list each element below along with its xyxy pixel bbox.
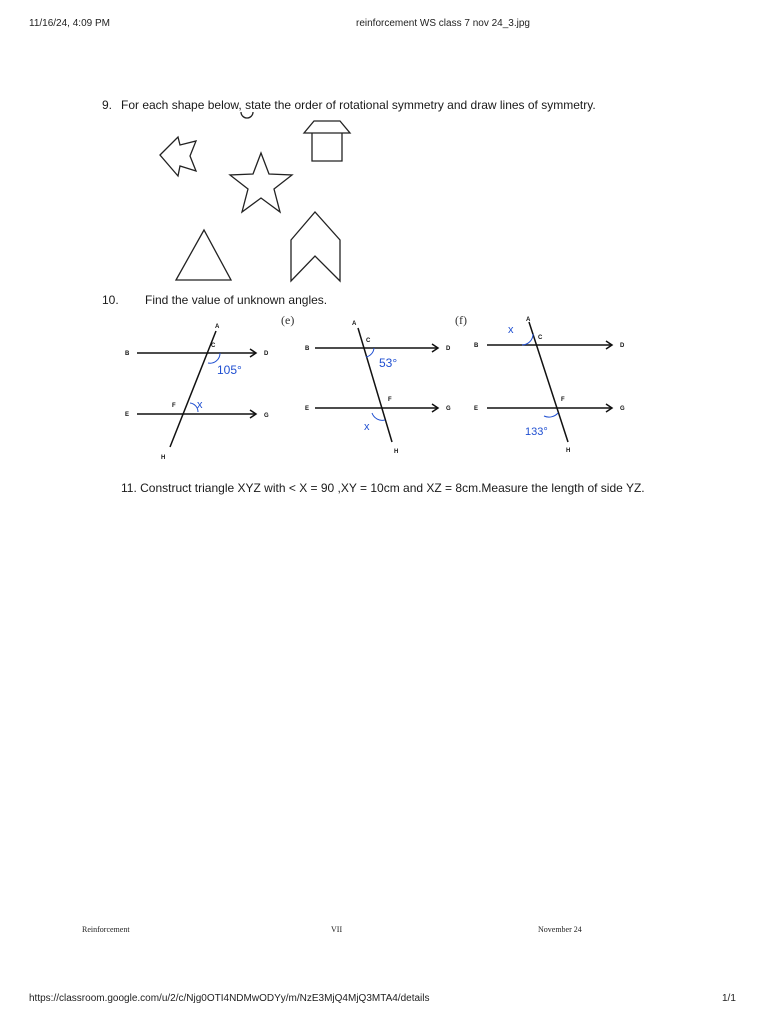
d2-angle-value: 53° (379, 356, 398, 370)
d2-sublabel: (e) (281, 313, 295, 327)
d3-label-e: E (474, 406, 479, 412)
d1-label-e: E (125, 412, 130, 418)
d2-label-e: E (305, 406, 310, 412)
d3-label-h: H (566, 448, 571, 454)
d2-label-f: F (388, 397, 392, 403)
q10-number: 10. (102, 293, 119, 307)
d1-label-a: A (215, 324, 220, 330)
d3-sublabel: (f) (455, 313, 467, 327)
q11-text: 11. Construct triangle XYZ with < X = 90 ,XY = 10cm and XZ = 8cm.Measure the length of side YZ. (121, 481, 645, 495)
angle-diagram-f (0, 0, 768, 480)
d3-angle-value: 133° (525, 426, 548, 438)
d1-angle-value: 105° (217, 363, 242, 377)
d3-label-f: F (561, 397, 565, 403)
q9-text: For each shape below, state the order of rotational symmetry and draw lines of symmetry. (121, 98, 596, 112)
print-datetime: 11/16/24, 4:09 PM (29, 18, 110, 29)
d3-label-b: B (474, 343, 479, 349)
d1-label-h: H (161, 455, 166, 461)
q9-number: 9. (102, 98, 113, 112)
footer-center: VII (331, 925, 343, 934)
d2-label-a: A (352, 321, 357, 327)
d3-unknown-x: x (508, 324, 514, 336)
q10-text: Find the value of unknown angles. (145, 293, 328, 307)
d1-label-f: F (172, 403, 176, 409)
d2-label-b: B (305, 346, 310, 352)
footer-right: November 24 (538, 925, 582, 934)
d1-unknown-x: x (197, 399, 203, 411)
d3-label-a: A (526, 317, 531, 323)
d3-label-c: C (538, 335, 543, 341)
print-page-number: 1/1 (722, 993, 736, 1004)
d2-label-d: D (446, 346, 451, 352)
d3-label-d: D (620, 343, 625, 349)
print-file-title: reinforcement WS class 7 nov 24_3.jpg (356, 18, 530, 29)
d1-label-b: B (125, 351, 130, 357)
d1-label-d: D (264, 351, 269, 357)
d3-label-g: G (620, 406, 625, 412)
d2-label-h: H (394, 449, 399, 455)
d2-label-c: C (366, 338, 371, 344)
d2-label-g: G (446, 406, 451, 412)
print-url: https://classroom.google.com/u/2/c/Njg0OTI4NDMwODYy/m/NzE3MjQ4MjQ3MTA4/details (29, 993, 430, 1004)
d1-label-g: G (264, 413, 269, 419)
footer-left: Reinforcement (82, 925, 130, 934)
d2-unknown-x: x (364, 421, 370, 433)
d1-label-c: C (211, 343, 216, 349)
